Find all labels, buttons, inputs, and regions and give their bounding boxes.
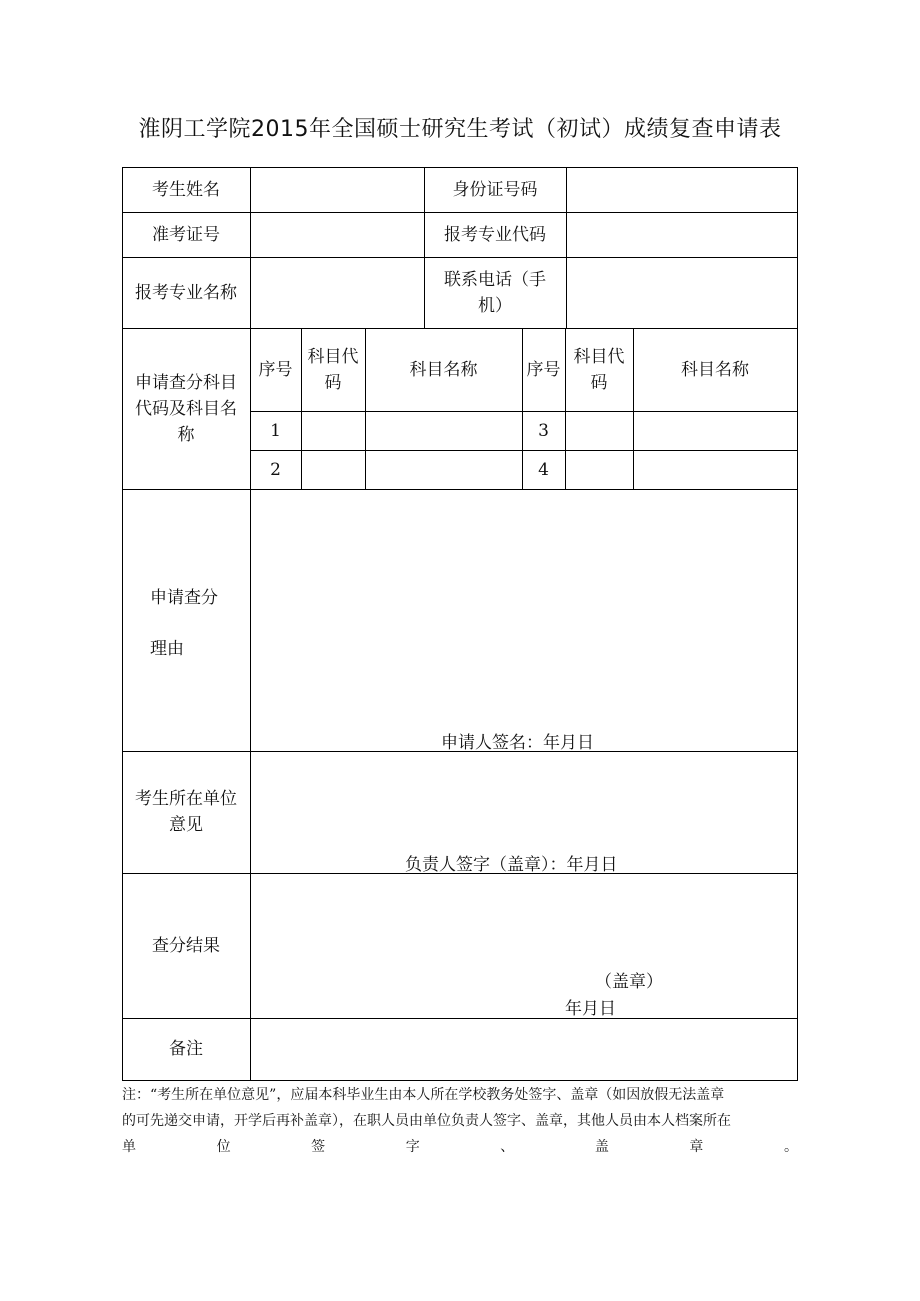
applicant-signature-line: 申请人签名：年月日 [441,733,594,753]
subject-name-input[interactable] [634,451,797,489]
remarks-field[interactable] [251,1019,797,1080]
header-code-left: 科目代 码 [307,346,359,393]
label-id-number: 身份证号码 [452,179,538,200]
table-border-bottom [122,1080,798,1081]
page-title: 淮阴工学院2015年全国硕士研究生考试（初试）成绩复查申请表 [138,117,782,142]
subject-seq-cell: 4 [538,459,549,480]
subject-name-input[interactable] [634,412,797,450]
label-reason: 申请查分 理由 [150,588,218,659]
result-field[interactable] [251,874,797,1018]
name-field[interactable] [251,168,424,212]
label-remarks: 备注 [169,1039,203,1059]
subject-code-input[interactable] [566,451,633,489]
reason-field[interactable] [251,490,797,751]
header-seq-left: 序号 [258,359,293,380]
subject-seq-cell: 1 [270,420,281,441]
label-result: 查分结果 [152,935,220,956]
subject-code-input[interactable] [302,412,365,450]
subject-code-input[interactable] [302,451,365,489]
subject-seq-cell: 2 [270,459,281,480]
header-seq-right: 序号 [526,359,561,380]
label-exam-ticket: 准考证号 [152,224,220,245]
subject-code-input[interactable] [566,412,633,450]
header-name-left: 科目名称 [409,359,478,380]
table-border-right [797,167,798,1080]
footnote-line: 单 位 签 字 、 盖 章 。 [122,1139,798,1155]
subject-name-input[interactable] [366,451,522,489]
label-unit-opinion: 考生所在单位 意见 [135,789,237,835]
id-number-field[interactable] [567,168,797,212]
label-major-code: 报考专业代码 [444,224,546,245]
label-major-name: 报考专业名称 [135,282,237,303]
major-code-field[interactable] [567,213,797,257]
footnote-line: 注：“考生所在单位意见”，应届本科毕业生由本人所在学校教务处签字、盖章（如因放假无法盖章 [122,1087,725,1103]
label-name: 考生姓名 [152,179,220,200]
major-name-field[interactable] [251,258,424,328]
label-phone: 联系电话（手 机） [444,269,546,316]
label-subjects: 申请查分科目 代码及科目名 称 [135,372,237,445]
header-name-right: 科目名称 [681,359,749,380]
subject-name-input[interactable] [366,412,522,450]
unit-opinion-field[interactable] [251,752,797,873]
stamp-label: （盖章） [595,972,663,992]
exam-ticket-field[interactable] [251,213,424,257]
phone-field[interactable] [567,258,797,328]
result-date-line: 年月日 [565,999,616,1019]
footnote-line: 的可先递交申请，开学后再补盖章），在职人员由单位负责人签字、盖章，其他人员由本人档案所在 [122,1113,731,1129]
unit-signature-line: 负责人签字（盖章）：年月日 [405,855,618,875]
header-code-right: 科目代 码 [573,346,625,393]
subject-seq-cell: 3 [538,420,549,441]
